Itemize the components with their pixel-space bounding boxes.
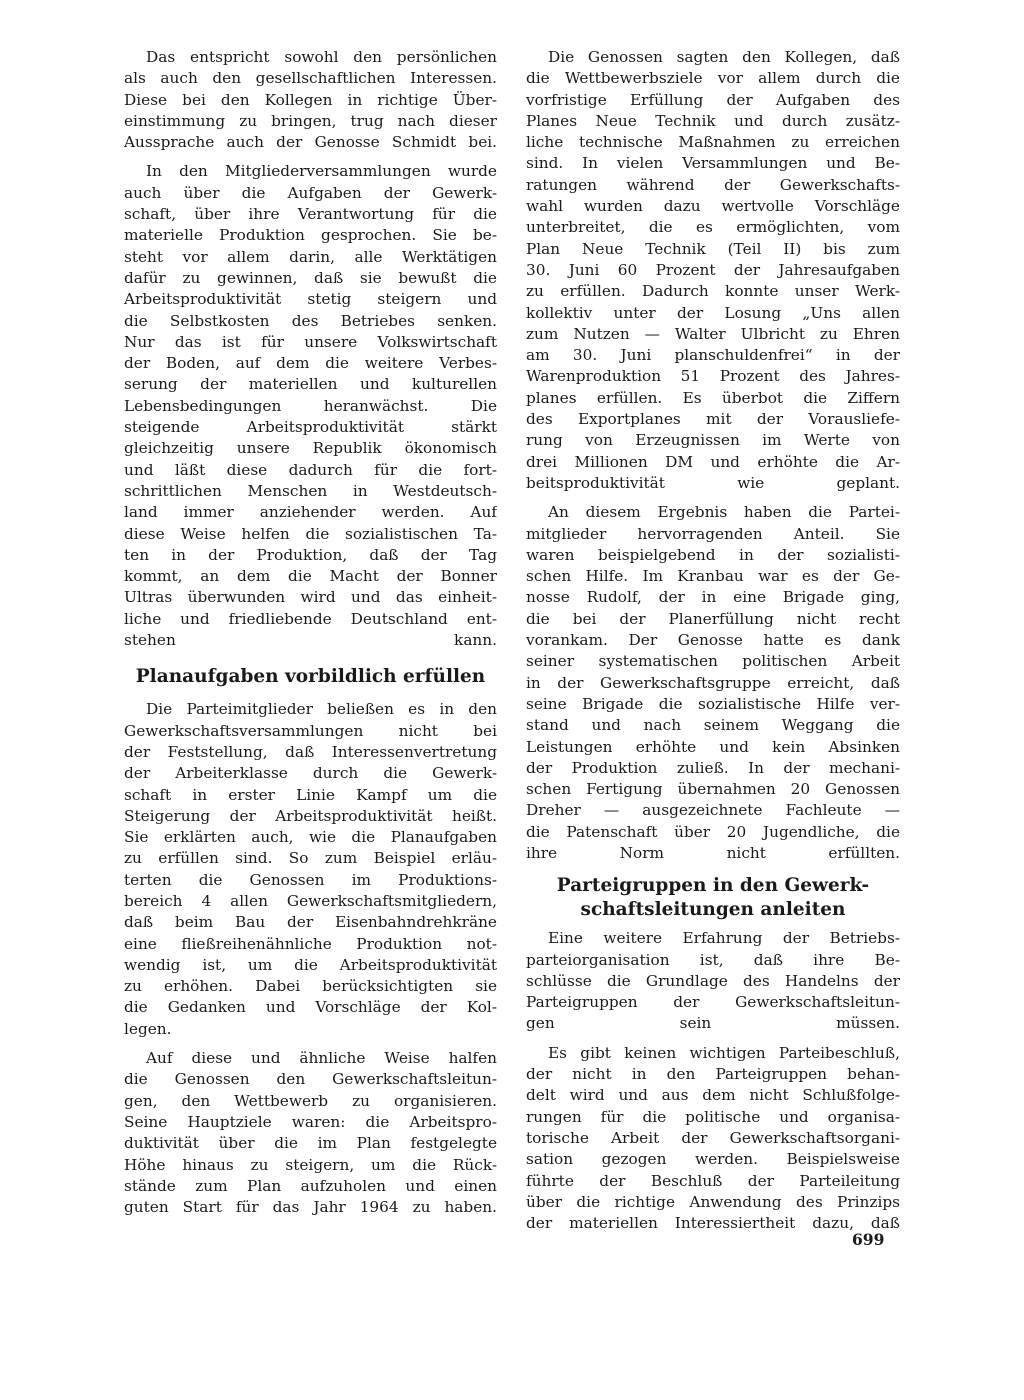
text-line: Auf diese und ähnliche Weise halfen [146, 1049, 497, 1068]
text-line: auch über die Aufgaben der Gewerk- [124, 183, 497, 202]
text-line: liche technische Maßnahmen zu erreichen [526, 133, 900, 152]
paragraph [526, 47, 900, 494]
section-heading: Planaufgaben vorbildlich erfüllen [135, 666, 486, 688]
text-line: diese Weise helfen die sozialistischen Ta- [124, 524, 497, 543]
text-line: Eine weitere Erfahrung der Betriebs- [548, 929, 900, 948]
text-line: Warenproduktion 51 Prozent des Jahres- [526, 367, 900, 386]
text-line: In den Mitgliederversammlungen wurde [146, 162, 497, 181]
text-line: guten Start für das Jahr 1964 zu haben. [124, 1198, 497, 1217]
text-line: Aussprache auch der Genosse Schmidt bei. [124, 133, 497, 152]
text-line: waren beispielgebend in der sozialisti- [526, 545, 900, 564]
text-line: Die Genossen sagten den Kollegen, daß [548, 48, 900, 66]
text-line: Die Parteimitglieder beließen es in den [146, 700, 497, 719]
section-heading-line: Parteigruppen in den Gewerk- [556, 875, 870, 897]
paragraph [124, 47, 497, 153]
text-line: parteiorganisation ist, daß ihre Be- [526, 950, 900, 969]
text-line: die bei der Planerfüllung nicht recht [526, 609, 900, 628]
text-line: Plan Neue Technik (Teil II) bis zum [526, 239, 900, 258]
text-line: sind. In vielen Versammlungen und Be- [526, 154, 900, 173]
text-line: der Arbeiterklasse durch die Gewerk- [124, 764, 497, 783]
text-line: Seine Hauptziele waren: die Arbeitspro- [124, 1112, 497, 1131]
text-line: seine Brigade die sozialistische Hilfe ver- [526, 694, 900, 713]
paragraph [124, 1048, 497, 1218]
text-line: Höhe hinaus zu steigern, um die Rück- [124, 1155, 497, 1174]
text-line: und läßt diese dadurch für die fort- [124, 460, 497, 479]
text-line: seiner systematischen politischen Arbeit [526, 652, 900, 671]
text-line: Arbeitsproduktivität stetig steigern und [124, 290, 497, 309]
page-number: 699 [852, 1230, 885, 1249]
text-line: wendig ist, um die Arbeitsproduktivität [124, 955, 497, 974]
text-line: torische Arbeit der Gewerkschaftsorgani- [526, 1128, 900, 1147]
text-line: gen sein müssen. [526, 1014, 900, 1033]
text-line: stand und nach seinem Weggang die [526, 716, 900, 735]
text-line: steigende Arbeitsproduktivität stärkt [124, 418, 497, 437]
text-line: über die richtige Anwendung des Prinzips [526, 1192, 900, 1211]
text-line: gleichzeitig unsere Republik ökonomisch [124, 439, 497, 458]
text-line: Steigerung der Arbeitsproduktivität heißt. [124, 806, 497, 825]
text-line: Ultras überwunden wird und das einheit- [124, 588, 497, 607]
text-line: eine fließreihenähnliche Produktion not- [124, 934, 497, 953]
text-line: Diese bei den Kollegen in richtige Über- [124, 90, 497, 109]
paragraph [526, 502, 900, 864]
text-line: Sie erklärten auch, wie die Planaufgaben [124, 828, 497, 847]
text-line: An diesem Ergebnis haben die Partei- [548, 503, 900, 522]
text-line: materielle Produktion gesprochen. Sie be- [124, 226, 497, 245]
text-line: die Gedanken und Vorschläge der Kol- [124, 998, 497, 1017]
text-line: Leistungen erhöhte und kein Absinken [526, 737, 900, 756]
text-line: rung von Erzeugnissen im Werte von [526, 431, 900, 450]
text-line: als auch den gesellschaftlichen Interessen. [124, 69, 497, 88]
text-line: die Wettbewerbsziele vor allem durch die [526, 69, 900, 88]
left-column [124, 47, 497, 1226]
text-line: wahl wurden dazu wertvolle Vorschläge [526, 197, 900, 216]
text-line: Gewerkschaftsversammlungen nicht bei [124, 721, 497, 740]
text-line: ten in der Produktion, daß der Tag [124, 545, 497, 564]
text-line: duktivität über die im Plan festgelegte [124, 1134, 497, 1153]
text-line: der materiellen Interessiertheit dazu, daß [526, 1214, 900, 1233]
text-line: kollektiv unter der Losung „Uns allen [526, 303, 900, 322]
text-line: zum Nutzen — Walter Ulbricht zu Ehren [526, 324, 900, 343]
text-line: am 30. Juni planschuldenfrei“ in der [526, 346, 900, 365]
text-line: zu erfüllen sind. So zum Beispiel erläu- [124, 849, 497, 868]
text-line: Das entspricht sowohl den persönlichen [146, 48, 497, 66]
text-line: steht vor allem darin, alle Werktätigen [124, 247, 497, 266]
text-line: rungen für die politische und organisa- [526, 1107, 900, 1126]
text-line: Parteigruppen der Gewerkschaftsleitun- [526, 993, 900, 1012]
text-line: stehen kann. [124, 631, 497, 650]
text-line: schen Fertigung übernahmen 20 Genossen [526, 780, 900, 799]
text-line: der Boden, auf dem die weitere Verbes- [124, 354, 497, 373]
paragraph [124, 161, 497, 651]
text-line: schaft in erster Linie Kampf um die [124, 785, 497, 804]
text-line: zu erhöhen. Dabei berücksichtigten sie [124, 977, 497, 996]
text-line: Nur das ist für unsere Volkswirtschaft [124, 332, 497, 351]
text-line: schlüsse die Grundlage des Handelns der [526, 971, 900, 990]
text-line: stände zum Plan aufzuholen und einen [124, 1176, 497, 1195]
text-line: nosse Rudolf, der in eine Brigade ging, [526, 588, 900, 607]
text-line: terten die Genossen im Produktions- [124, 870, 497, 889]
text-line: die Patenschaft über 20 Jugendliche, die [526, 822, 900, 841]
text-line: bereich 4 allen Gewerkschaftsmitgliedern, [124, 891, 497, 910]
section-heading-line: schaftsleitungen anleiten [580, 899, 846, 921]
text-line: dafür zu gewinnen, daß sie bewußt die [124, 268, 497, 287]
text-line: land immer anziehender werden. Auf [124, 503, 497, 522]
text-line: zu erfüllen. Dadurch konnte unser Werk- [526, 282, 900, 301]
section-heading [526, 874, 900, 922]
text-line: die Genossen den Gewerkschaftsleitun- [124, 1070, 497, 1089]
text-line: delt wird und aus dem nicht Schlußfolge- [526, 1086, 900, 1105]
text-line: unterbreitet, die es ermöglichten, vom [526, 218, 900, 237]
text-line: drei Millionen DM und erhöhte die Ar- [526, 452, 900, 471]
text-line: ratungen während der Gewerkschafts- [526, 175, 900, 194]
text-line: einstimmung zu bringen, trug nach dieser [124, 111, 497, 130]
paragraph [124, 699, 497, 1040]
text-line: der Produktion zuließ. In der mechani- [526, 758, 900, 777]
text-line: schaft, über ihre Verantwortung für die [124, 205, 497, 224]
text-line: serung der materiellen und kulturellen [124, 375, 497, 394]
right-column [526, 47, 900, 1242]
text-line: sation gezogen werden. Beispielsweise [526, 1150, 900, 1169]
paragraph [526, 928, 900, 1034]
text-line: vorfristige Erfüllung der Aufgaben des [526, 90, 900, 109]
text-line: schen Hilfe. Im Kranbau war es der Ge- [526, 567, 900, 586]
text-line: der Feststellung, daß Interessenvertretung [124, 742, 497, 761]
text-line: Planes Neue Technik und durch zusätz- [526, 111, 900, 130]
text-line: beitsproduktivität wie geplant. [526, 473, 900, 492]
text-line: Dreher — ausgezeichnete Fachleute — [526, 801, 900, 820]
text-line: daß beim Bau der Eisenbahndrehkräne [124, 913, 497, 932]
text-line: legen. [124, 1019, 172, 1038]
text-line: liche und friedliebende Deutschland ent- [124, 609, 497, 628]
text-line: mitglieder hervorragenden Anteil. Sie [526, 524, 900, 543]
text-line: der nicht in den Parteigruppen behan- [526, 1065, 900, 1084]
text-line: planes erfüllen. Es überbot die Ziffern [526, 388, 900, 407]
text-line: kommt, an dem die Macht der Bonner [124, 567, 497, 586]
text-line: schrittlichen Menschen in Westdeutsch- [124, 481, 497, 500]
text-line: die Selbstkosten des Betriebes senken. [124, 311, 497, 330]
text-line: Es gibt keinen wichtigen Parteibeschluß, [548, 1043, 900, 1062]
text-line: 30. Juni 60 Prozent der Jahresaufgaben [526, 260, 900, 279]
text-line: vorankam. Der Genosse hatte es dank [526, 631, 900, 650]
text-line: ihre Norm nicht erfüllten. [526, 843, 900, 862]
text-line: des Exportplanes mit der Vorausliefe- [526, 410, 900, 429]
text-line: führte der Beschluß der Parteileitung [526, 1171, 900, 1190]
text-line: gen, den Wettbewerb zu organisieren. [124, 1091, 497, 1110]
paragraph [526, 1043, 900, 1235]
text-line: in der Gewerkschaftsgruppe erreicht, daß [526, 673, 900, 692]
text-line: Lebensbedingungen heranwächst. Die [124, 396, 497, 415]
